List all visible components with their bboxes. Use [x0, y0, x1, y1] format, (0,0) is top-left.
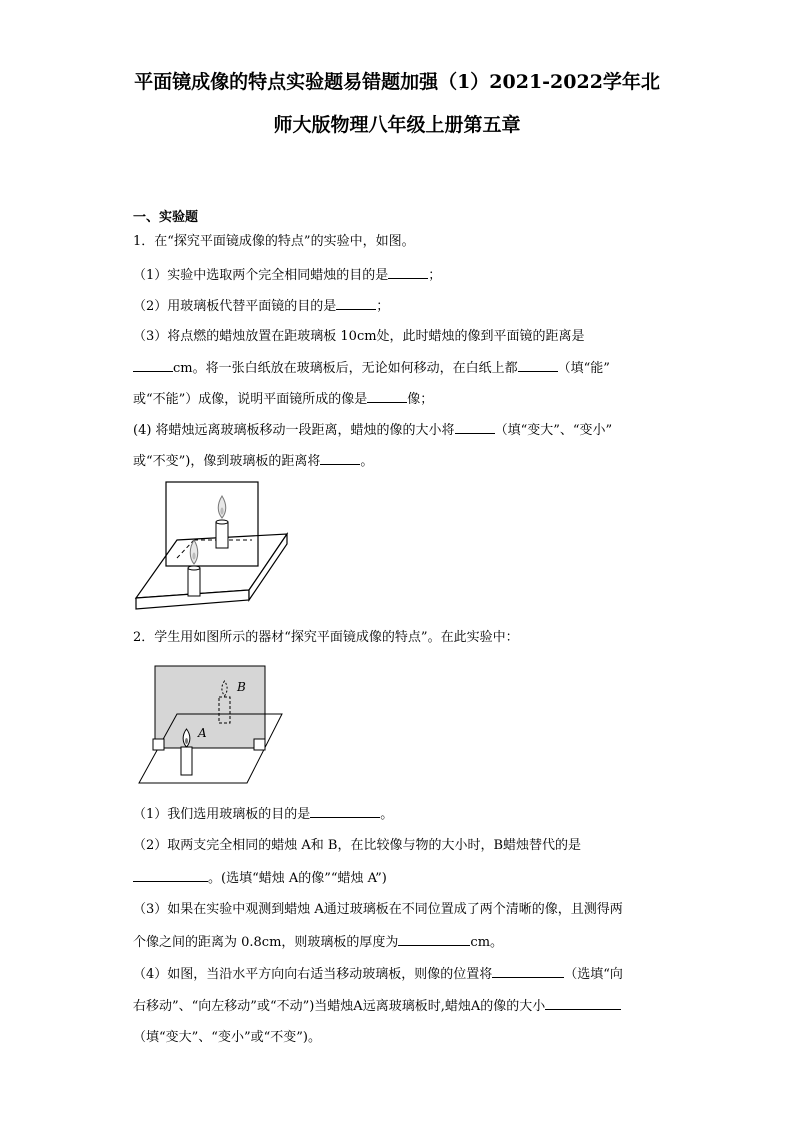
image-candle	[216, 522, 228, 548]
q2-part4-text-a1: （4）如图，当沿水平方向向右适当移动玻璃板，则像的位置将	[133, 967, 493, 982]
q1-part3-line3	[133, 390, 433, 409]
q1-part1-end: ；	[428, 268, 442, 283]
q1-part2-end: ；	[376, 299, 390, 314]
q2-part4-text-a2: （选填“向	[564, 967, 623, 982]
q2-part3-text-b2: cm。	[470, 935, 504, 950]
q1-part4-text-a1: (4) 将蜡烛远离玻璃板移动一段距离，蜡烛的像的大小将	[133, 423, 455, 438]
section-heading: 一、实验题	[133, 210, 199, 225]
q1-part1	[133, 266, 441, 285]
answer-blank[interactable]	[455, 421, 495, 434]
q2-part4-line1	[133, 965, 623, 984]
document-title-line-1: 平面镜成像的特点实验题易错题加强（1）2021-2022学年北	[134, 71, 660, 93]
q2-figure-glass-plate-candles	[135, 663, 287, 788]
q1-part4-text-b2: 。	[360, 454, 374, 469]
q2-part4-line3: （填“变大”、“变小”或“不变”)。	[133, 1030, 321, 1045]
q1-part1-text: （1）实验中选取两个完全相同蜡烛的目的是	[133, 268, 389, 283]
q1-part4-line1	[133, 421, 612, 440]
q2-part2-line2	[133, 869, 387, 888]
answer-blank[interactable]	[367, 390, 407, 403]
q2-part3-line1: （3）如果在实验中观测到蜡烛 A通过玻璃板在不同位置成了两个清晰的像，且测得两	[133, 902, 623, 917]
q1-part3-text-c1: 或“不能”）成像，说明平面镜所成的像是	[133, 392, 368, 407]
q2-part1	[133, 805, 393, 824]
answer-blank[interactable]	[310, 805, 380, 818]
q1-figure-glass-plate-candles	[134, 478, 292, 614]
flame-icon	[218, 496, 226, 518]
q2-part1-end: 。	[380, 807, 394, 822]
q1-part4-text-b1: 或“不变”)，像到玻璃板的距离将	[133, 454, 321, 469]
q1-part2	[133, 297, 389, 316]
q2-part3-line2	[133, 933, 503, 952]
candle-a	[181, 747, 192, 775]
q1-part3-text-c2: 像；	[407, 392, 434, 407]
q2-part2-line1: （2）取两支完全相同的蜡烛 A和 B，在比较像与物的大小时，B蜡烛替代的是	[133, 838, 582, 853]
answer-blank[interactable]	[336, 297, 376, 310]
q1-part3-text-b3: （填“能”	[557, 361, 610, 376]
q2-part3-text-b1: 个像之间的距离为 0.8cm，则玻璃板的厚度为	[133, 935, 399, 950]
answer-blank[interactable]	[320, 452, 360, 465]
q2-part4-line2	[133, 997, 621, 1016]
answer-blank[interactable]	[492, 965, 564, 978]
q1-part3-text-b2: cm。将一张白纸放在玻璃板后，无论如何移动，在白纸上都	[173, 361, 518, 376]
answer-blank[interactable]	[388, 266, 428, 279]
q2-stem: 2．学生用如图所示的器材“探究平面镜成像的特点”。在此实验中：	[133, 630, 519, 645]
label-a: A	[198, 726, 207, 740]
q1-stem: 1．在“探究平面镜成像的特点”的实验中，如图。	[133, 234, 415, 249]
real-candle	[188, 568, 200, 596]
answer-blank[interactable]	[518, 359, 558, 372]
q1-part3-line2	[133, 359, 610, 378]
q2-part4-text-b1: 右移动”、“向左移动”或“不动”)当蜡烛A远离玻璃板时,蜡烛A的像的大小	[133, 999, 546, 1014]
label-b: B	[237, 680, 246, 694]
q2-part1-text: （1）我们选用玻璃板的目的是	[133, 807, 311, 822]
q1-part3-line1: （3）将点燃的蜡烛放置在距玻璃板 10cm处，此时蜡烛的像到平面镜的距离是	[133, 329, 585, 344]
answer-blank[interactable]	[133, 359, 173, 372]
q1-part2-text: （2）用玻璃板代替平面镜的目的是	[133, 299, 337, 314]
q1-part4-line2	[133, 452, 373, 471]
answer-blank[interactable]	[398, 933, 470, 946]
document-title-line-2: 师大版物理八年级上册第五章	[273, 114, 521, 136]
q1-part4-text-a2: （填“变大”、“变小”	[494, 423, 613, 438]
answer-blank[interactable]	[133, 869, 208, 882]
q2-part2-text-b: 。(选填“蜡烛 A的像”“蜡烛 A”)	[208, 871, 387, 886]
answer-blank[interactable]	[545, 997, 621, 1010]
